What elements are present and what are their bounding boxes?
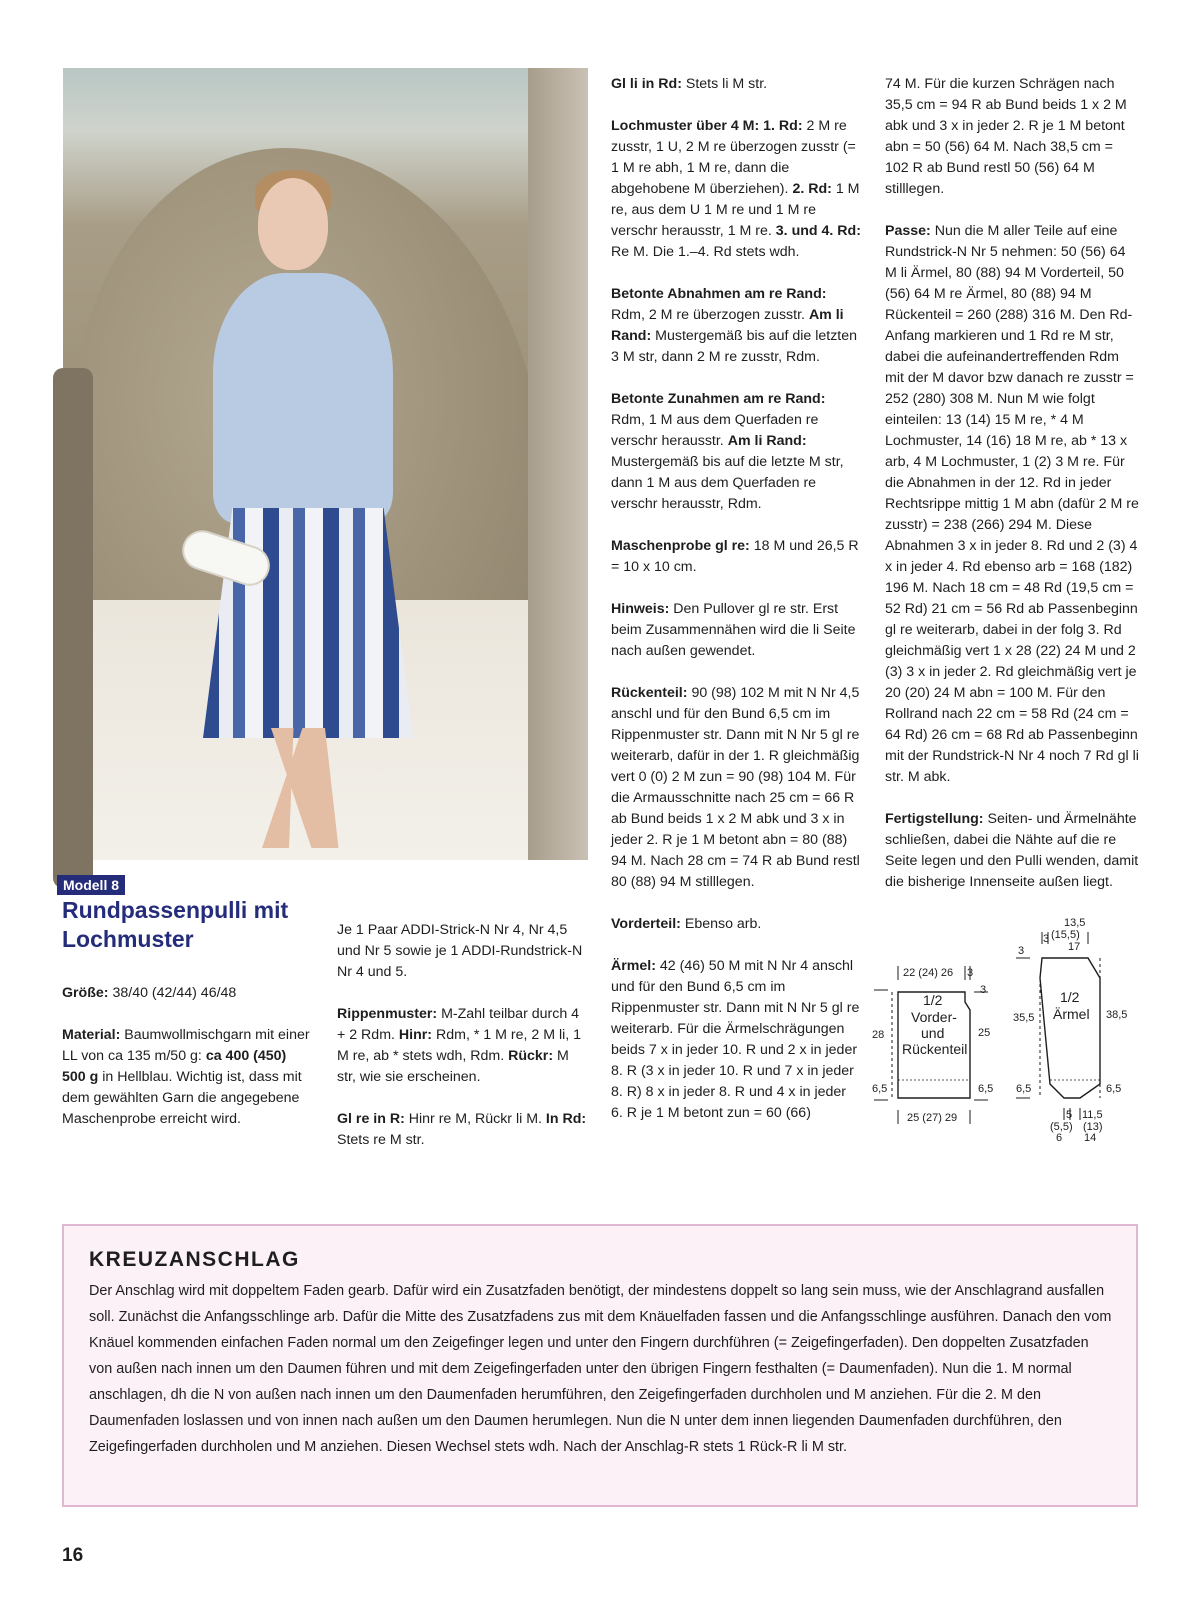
rib-rueckr-label: Rückr: (508, 1048, 554, 1064)
vorderteil-label: Vorderteil: (611, 916, 681, 932)
size-value: 38/40 (42/44) 46/48 (112, 985, 237, 1001)
vorderteil-text: Ebenso arb. (684, 916, 762, 932)
maschenprobe-label: Maschenprobe gl re: (611, 538, 750, 554)
material-paragraph (62, 1025, 312, 1130)
sleeve-bottom-a: 11,5 (1082, 1109, 1103, 1121)
sleeve-bottom-b: (13) (1083, 1121, 1103, 1133)
kreuzanschlag-box (62, 1224, 1138, 1507)
glli-paragraph (611, 74, 861, 95)
hinweis-paragraph (611, 599, 861, 662)
sleeve-rib-left: 6,5 (1016, 1083, 1032, 1095)
sleeve-bottom-55: (5,5) (1050, 1121, 1073, 1133)
rueckenteil-paragraph (611, 683, 861, 893)
sleeve-top-side: 3 (1043, 933, 1050, 945)
body-top-width: 22 (24) 26 (903, 967, 954, 979)
body-rib-left: 6,5 (872, 1083, 888, 1095)
column-2 (337, 920, 587, 1172)
size-label: Größe: (62, 985, 109, 1001)
body-armhole-depth: 3 (980, 984, 987, 996)
sleeve-bottom-5: 5 (1066, 1109, 1073, 1121)
hinweis-label: Hinweis: (611, 601, 670, 617)
box-text: Der Anschlag wird mit doppeltem Faden gearb. Dafür wird ein Zusatzfaden benötigt, der mindestens doppelt so lang sein muss, wie der Anschlagrand ausfallen soll. Zunächst die Anfangsschlinge arb. Dafür die Mitte des Zusatzfadens zus mit dem Knäuelfaden fassen und die Anfangsschlinge ausführen. Danach den vom Knäuel kommenden einfachen Faden normal um den Zeigefinger legen und unter den Fingern durchführen (= Zeigefingerfaden). Den doppelten Zusatzfaden von außen nach innen um den Daumen führen und mit dem Zeigefingerfaden unter den übrigen Fingern festhalten (= Daumenfaden). Nun die 1. M normal anschlagen, dh die N von außen nach innen um den Daumenfaden herumführen, den Zeigefingerfaden durchholen und M anziehen. Für die 2. M den Daumenfaden loslassen und von innen nach außen um den Daumen herumlegen. Nun die N unter dem innen liegenden Daumenfaden durchführen, den Zeigefingerfaden durchholen und M anziehen. Diesen Wechsel stets wdh. Nach der Anschlag-R stets 1 Rück-R li M str. (89, 1283, 1112, 1455)
lochmuster-text-c: Re M. Die 1.–4. Rd stets wdh. (611, 244, 800, 260)
zunahmen-text-a: Rdm, 1 M aus dem Querfaden re verschr herausstr. (611, 412, 819, 449)
glre-paragraph (337, 1109, 587, 1151)
rib-text-b: Rdm, * 1 M re, 2 M li, 1 M re, ab * stets wdh, Rdm. (337, 1027, 582, 1064)
aermel-label: Ärmel: (611, 958, 656, 974)
sweater-shape (213, 273, 393, 523)
lochmuster-text-a: 2 M re zusstr, 1 U, 2 M re überzogen zusstr (= 1 M re abh, 1 M re, dann die abgehobene M überziehen). (611, 118, 856, 197)
zunahmen-text-b: Mustergemäß bis auf die letzte M str, dann 1 M aus dem Querfaden re verschr herausstr, Rdm. (611, 454, 844, 512)
model-tag: Modell 8 (57, 875, 125, 895)
sleeve-top-b: (15,5) (1051, 929, 1080, 941)
rock-right-shape (528, 68, 588, 860)
sleeve-schematic (1013, 917, 1127, 1144)
body-left-height: 28 (872, 1029, 885, 1041)
body-bottom-width: 25 (27) 29 (907, 1112, 958, 1124)
zunahmen-label: Betonte Zunahmen am re Rand: (611, 391, 826, 407)
lochmuster-paragraph (611, 116, 861, 263)
body-right-height: 25 (978, 1027, 991, 1039)
maschenprobe-text: 18 M und 26,5 R = 10 x 10 cm. (611, 538, 859, 575)
body-label-2: Vorder- (911, 1009, 957, 1025)
lochmuster-round-2: 2. Rd: (792, 181, 832, 197)
rib-label: Rippenmuster: (337, 1006, 438, 1022)
aermel-paragraph (611, 956, 861, 1124)
lochmuster-label: Lochmuster über 4 M: 1. Rd: (611, 118, 803, 134)
abnahmen-paragraph (611, 284, 861, 368)
zunahmen-li-label: Am li Rand: (727, 433, 807, 449)
material-text-a: Baumwollmischgarn mit einer LL von ca 135 m/50 g: (62, 1027, 310, 1064)
glre-label: Gl re in R: (337, 1111, 405, 1127)
glre-rd-label: In Rd: (545, 1111, 587, 1127)
body-rib-right: 6,5 (978, 1083, 994, 1095)
rib-paragraph (337, 1004, 587, 1088)
head-shape (258, 178, 328, 270)
fertigstellung-label: Fertigstellung: (885, 811, 984, 827)
passe-paragraph (885, 221, 1140, 788)
aermel-continued: 74 M. Für die kurzen Schrägen nach 35,5 cm = 94 R ab Bund beids 1 x 2 M abk und 3 x in jeder 2. R je 1 M betont abn = 50 (56) 64 M. Nach 38,5 cm = 102 R ab Bund restl 50 (56) 64 M stilllegen. (885, 76, 1127, 197)
aermel-text: 42 (46) 50 M mit N Nr 4 anschl und für den Bund 6,5 cm im Rippenmuster str. Dann mit N Nr 5 gl re weiterarb. Für die Ärmelschrägungen beids 7 x in jeder 10. R und 2 x in jeder 8. R (3 x in jeder 10. R und 7 x in jeder 8. R) 8 x in jeder 8. R und 4 x in jeder 6. R je 1 M betont zun = 60 (66) (611, 958, 860, 1121)
sleeve-label-1: 1/2 (1060, 989, 1080, 1005)
abnahmen-text-b: Mustergemäß bis auf die letzten 3 M str, dann 2 M re zusstr, Rdm. (611, 328, 858, 365)
sleeve-left-height: 35,5 (1013, 1012, 1035, 1024)
rib-text-c: M str, wie sie erscheinen. (337, 1048, 569, 1085)
abnahmen-li-label: Am li Rand: (611, 307, 844, 344)
sleeve-bottom-6: 6 (1056, 1132, 1063, 1144)
abnahmen-label: Betonte Abnahmen am re Rand: (611, 286, 827, 302)
sleeve-cap-depth: 3 (1018, 945, 1025, 957)
fertigstellung-paragraph (885, 809, 1140, 893)
column-4 (885, 74, 1140, 914)
box-title: KREUZANSCHLAG (89, 1248, 300, 1271)
model-photo (63, 68, 588, 860)
material-label: Material: (62, 1027, 121, 1043)
body-label-3: und (921, 1025, 945, 1041)
glre-text-a: Hinr re M, Rückr li M. (408, 1111, 542, 1127)
glre-text-b: Stets re M str. (337, 1132, 425, 1148)
hinweis-text: Den Pullover gl re str. Erst beim Zusammennähen wird die li Seite nach außen gewendet. (611, 601, 856, 659)
maschenprobe-paragraph (611, 536, 861, 578)
sleeve-bottom-c: 14 (1084, 1132, 1097, 1144)
zunahmen-paragraph (611, 389, 861, 515)
page-number: 16 (62, 1545, 84, 1566)
glli-label: Gl li in Rd: (611, 76, 682, 92)
lochmuster-round-34: 3. und 4. Rd: (775, 223, 861, 239)
glli-text: Stets li M str. (685, 76, 768, 92)
material-amount: ca 400 (450) 500 g (62, 1048, 287, 1085)
column-3 (611, 74, 861, 1145)
title-line-1: Rundpassenpulli mit (62, 897, 289, 923)
body-top-side: 3 (967, 967, 974, 979)
passe-label: Passe: (885, 223, 931, 239)
sleeve-outline (1040, 958, 1100, 1098)
vorderteil-paragraph (611, 914, 861, 935)
sleeve-top-a: 13,5 (1064, 917, 1086, 929)
fertigstellung-text: Seiten- und Ärmelnähte schließen, dabei die Nähte auf die re Seite legen und den Pulli wenden, damit die bisherige Innenseite außen liegt. (885, 811, 1139, 890)
column-1 (62, 983, 312, 1151)
sleeve-label-2: Ärmel (1053, 1006, 1090, 1022)
rueckenteil-text: 90 (98) 102 M mit N Nr 4,5 anschl und für den Bund 6,5 cm im Rippenmuster str. Dann mit N Nr 5 gl re weiterarb, dafür in der 1. R gleichmäßig vert 0 (0) 2 M zun = 90 (98) 104 M. Für die Armausschnitte nach 25 cm = 66 R ab Bund beids 1 x 2 M abk und 3 x in jeder 2. R je 1 M betont abn = 80 (88) 94 M. Nach 28 cm = 74 R ab Bund restl 80 (88) 94 M stilllegen. (611, 685, 860, 890)
abnahmen-text-a: Rdm, 2 M re überzogen zusstr. (611, 307, 805, 323)
body-schematic (872, 966, 993, 1124)
lochmuster-text-b: 1 M re, aus dem U 1 M re und 1 M re verschr herausstr, 1 M re. (611, 181, 860, 239)
schematic-diagram (870, 917, 1140, 1155)
sleeve-top-c: 17 (1068, 941, 1081, 953)
rib-text-a: M-Zahl teilbar durch 4 + 2 Rdm. (337, 1006, 580, 1043)
sleeve-rib-right: 6,5 (1106, 1083, 1122, 1095)
needles-paragraph: Je 1 Paar ADDI-Strick-N Nr 4, Nr 4,5 und Nr 5 sowie je 1 ADDI-Rundstrick-N Nr 4 und 5. (337, 922, 583, 980)
passe-text: Nun die M aller Teile auf eine Rundstrick-N Nr 5 nehmen: 50 (56) 64 M li Ärmel, 80 (88) 94 M Vorderteil, 50 (56) 64 M re Ärmel, 80 (88) 94 M Rückenteil = 260 (288) 316 M. Den Rd-Anfang markieren und 1 Rd re M str, dabei die aufeinandertreffenden Rdm mit der M davor bzw danach re zusstr = 252 (280) 308 M. Nun M wie folgt einteilen: 13 (14) 15 M re, * 4 M Lochmuster, 14 (16) 18 M re, ab * 13 x arb, 4 M Lochmuster, 1 (2) 3 M re. Für die Abnahmen in der 12. Rd in jeder Rechtsrippe mittig 1 M abn (dafür 2 M re zusstr) = 238 (266) 294 M. Diese Abnahmen 3 x in jeder 8. Rd und 2 (3) 4 x in jeder 4. Rd ebenso arb = 168 (182) 196 M. Nach 18 cm = 48 Rd (19,5 cm = 52 Rd) 21 cm = 56 Rd ab Passenbeginn gl re weiterarb, dabei in der folg 3. Rd gleichmäßig vert 1 x 28 (22) 24 M und 2 (3) 3 x in jeder 2. Rd gleichmäßig vert je 20 (20) 24 M abn = 100 M. Für den Rollrand nach 22 cm = 58 Rd (24 cm = 64 Rd) 26 cm = 68 Rd ab Passenbeginn mit der Rundstrick-N Nr 4 noch 7 Rd gl li str. M abk. (885, 223, 1139, 785)
sleeve-right-height: 38,5 (1106, 1009, 1128, 1021)
size-paragraph (62, 983, 312, 1004)
body-label-4: Rückenteil (902, 1041, 968, 1057)
rib-hinr-label: Hinr: (398, 1027, 433, 1043)
pattern-title (62, 896, 322, 954)
rueckenteil-label: Rückenteil: (611, 685, 688, 701)
body-label-1: 1/2 (923, 992, 943, 1008)
material-text-c: in Hellblau. Wichtig ist, dass mit dem gewählten Garn die angegebene Maschenprobe erreicht wird. (62, 1069, 302, 1127)
title-line-2: Lochmuster (62, 926, 194, 952)
rock-left-shape (53, 368, 93, 888)
